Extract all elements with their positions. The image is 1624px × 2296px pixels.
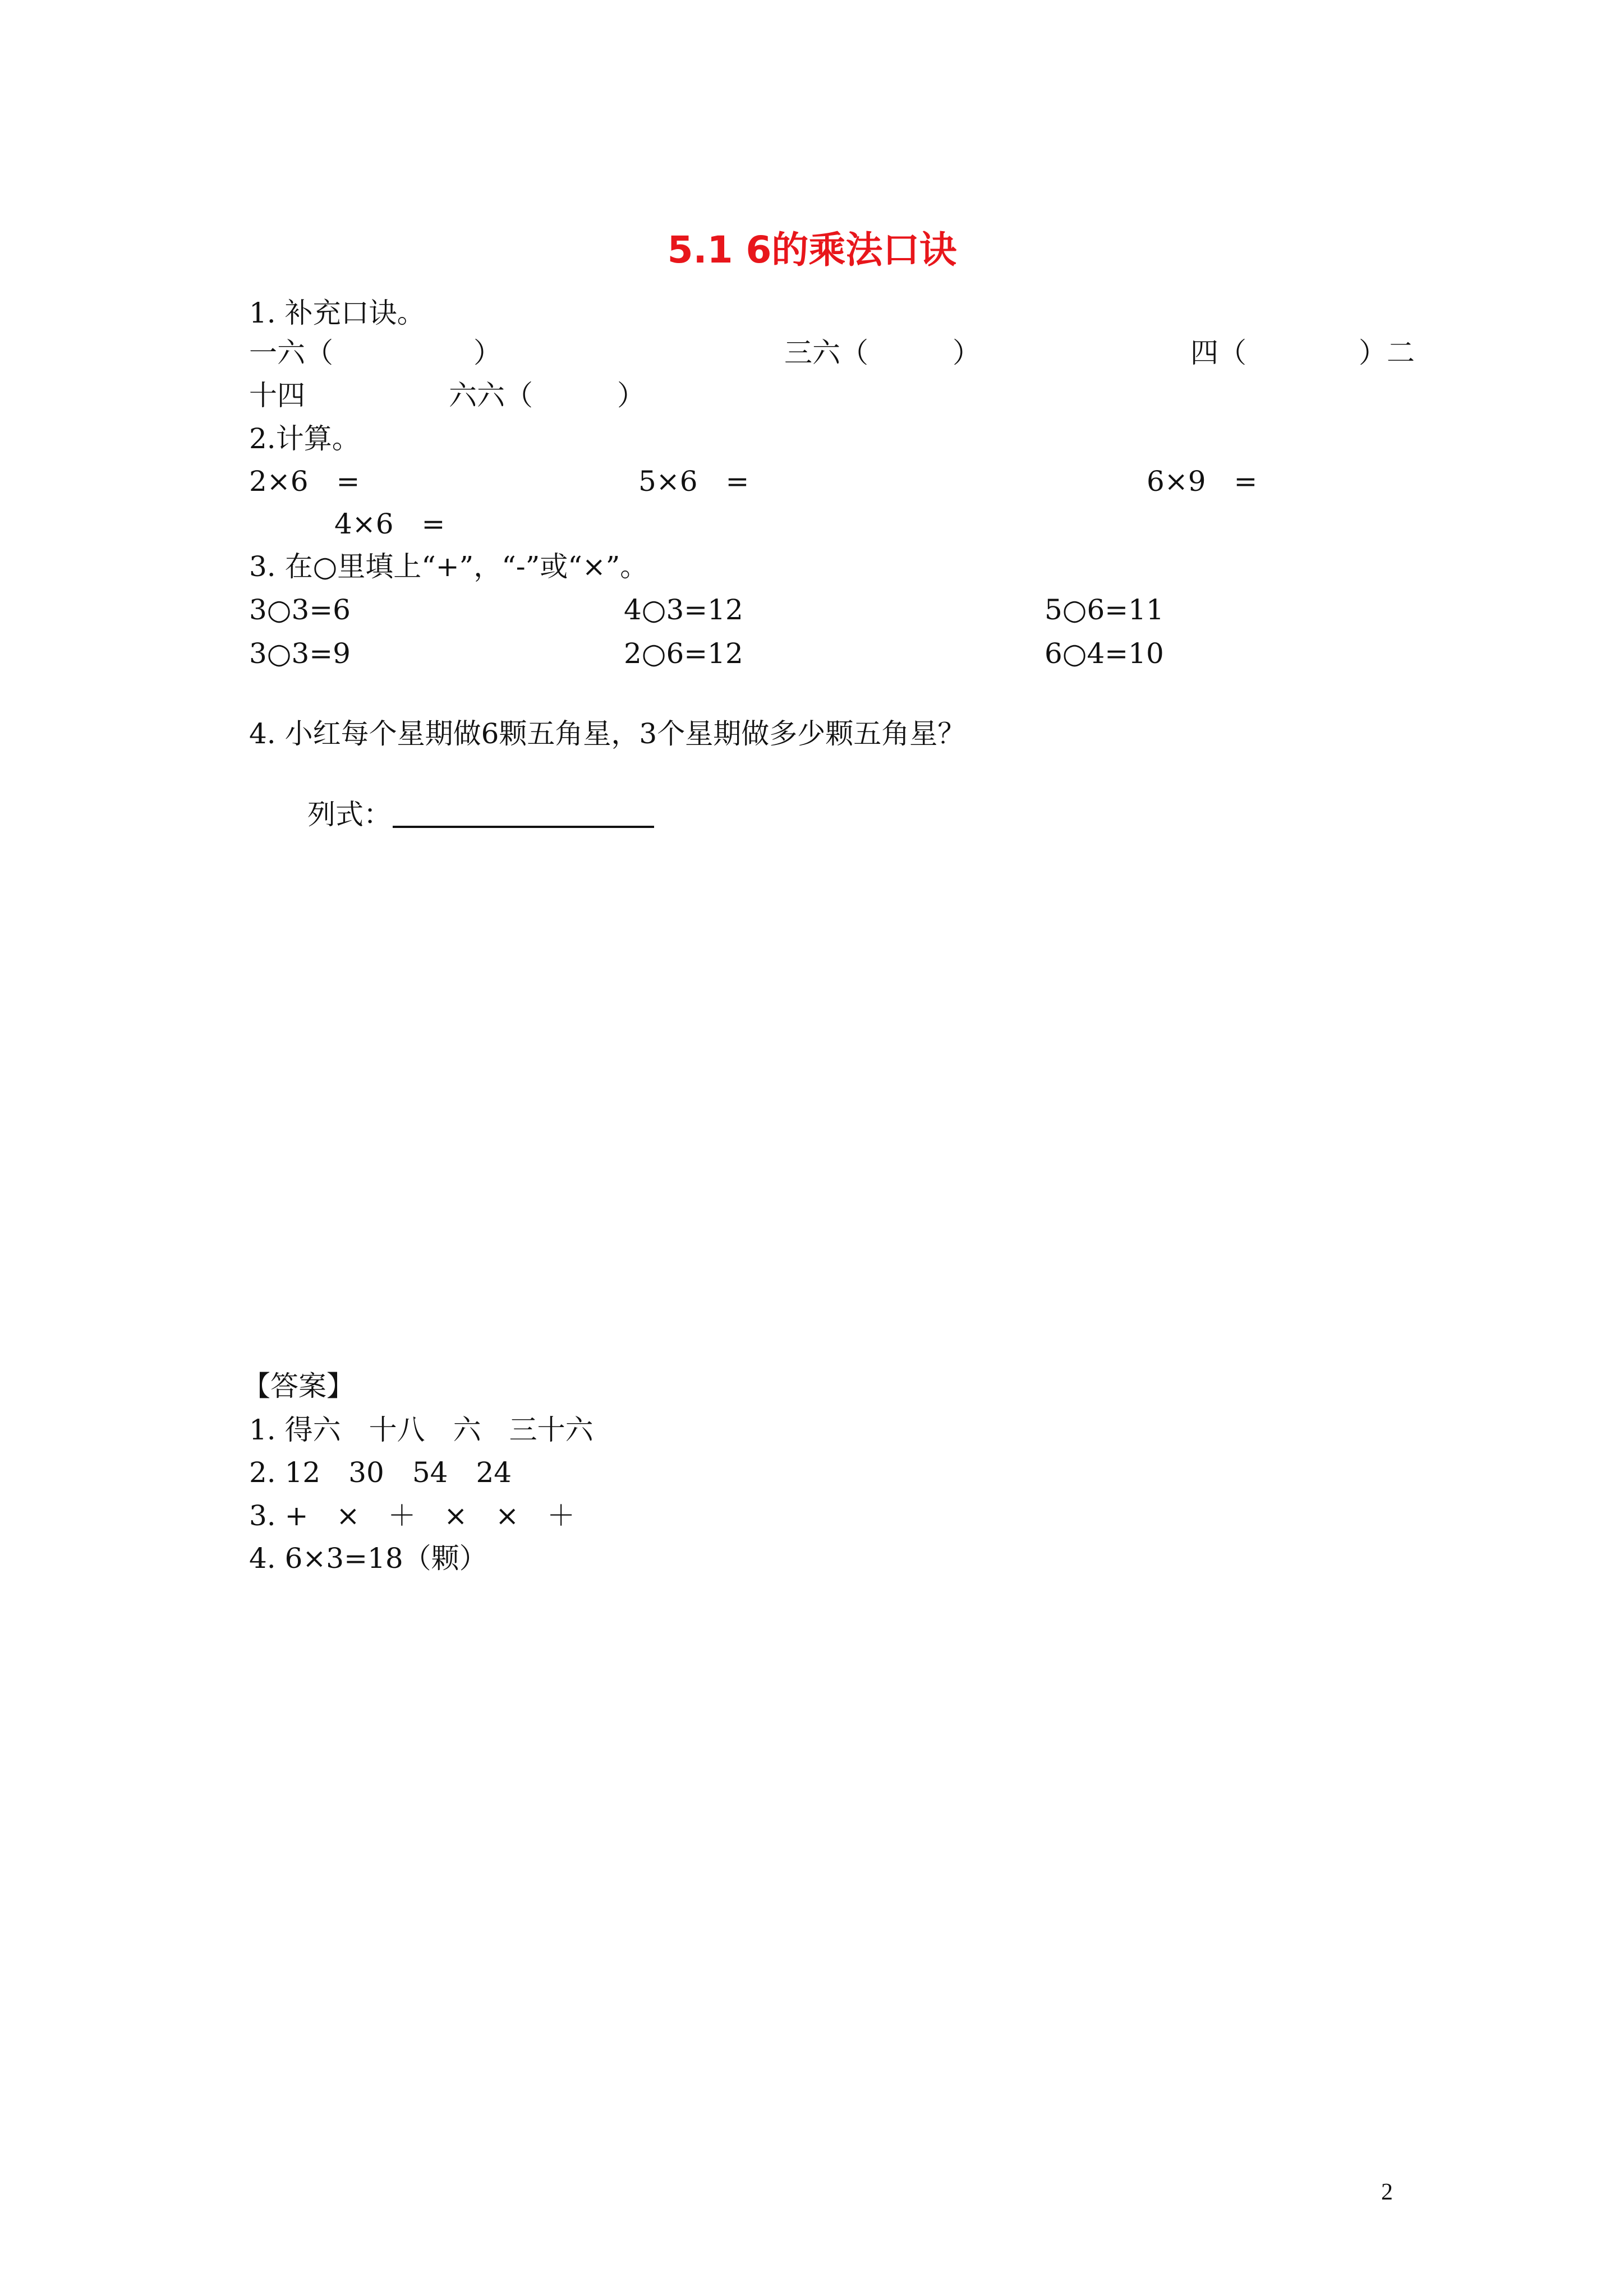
- q1-item: 十四: [249, 379, 305, 412]
- page-number: 2: [1381, 2179, 1393, 2205]
- q1-item: 一六（ ）: [249, 337, 502, 369]
- answer-line: 3. + × ＋ × × ＋: [249, 1499, 576, 1532]
- q3-item: 5○6=11: [1045, 593, 1164, 626]
- q3-heading: 3. 在○里填上“+”，“-”或“×”。: [249, 550, 648, 583]
- q3-item: 3○3=9: [249, 637, 351, 670]
- q2-item: 4×6 =: [334, 508, 445, 540]
- answer-line: 2. 12 30 54 24: [249, 1456, 512, 1489]
- q3-item: 6○4=10: [1045, 637, 1164, 670]
- q1-item: 四（ ）二: [1190, 337, 1415, 369]
- answers-heading: 【答案】: [242, 1370, 355, 1402]
- q1-item: 六六（ ）: [449, 379, 645, 412]
- formula-label: 列式：: [307, 798, 392, 831]
- q1-item: 三六（ ）: [784, 337, 981, 369]
- q3-item: 3○3=6: [249, 593, 351, 626]
- q2-item: 2×6 =: [249, 465, 360, 498]
- q2-item: 6×9 =: [1147, 465, 1258, 498]
- answer-line: 4. 6×3=18（颗）: [249, 1542, 487, 1575]
- answer-line: 1. 得六 十八 六 三十六: [249, 1414, 594, 1446]
- q3-item: 2○6=12: [624, 637, 743, 670]
- page-title: 5.1 6的乘法口诀: [667, 228, 957, 272]
- formula-answer-line: [393, 826, 654, 828]
- q4-heading: 4. 小红每个星期做6颗五角星，3个星期做多少颗五角星？: [249, 717, 966, 750]
- q1-heading: 1. 补充口诀。: [249, 297, 425, 329]
- q3-item: 4○3=12: [624, 593, 743, 626]
- q2-item: 5×6 =: [638, 465, 749, 498]
- q2-heading: 2.计算。: [249, 422, 360, 455]
